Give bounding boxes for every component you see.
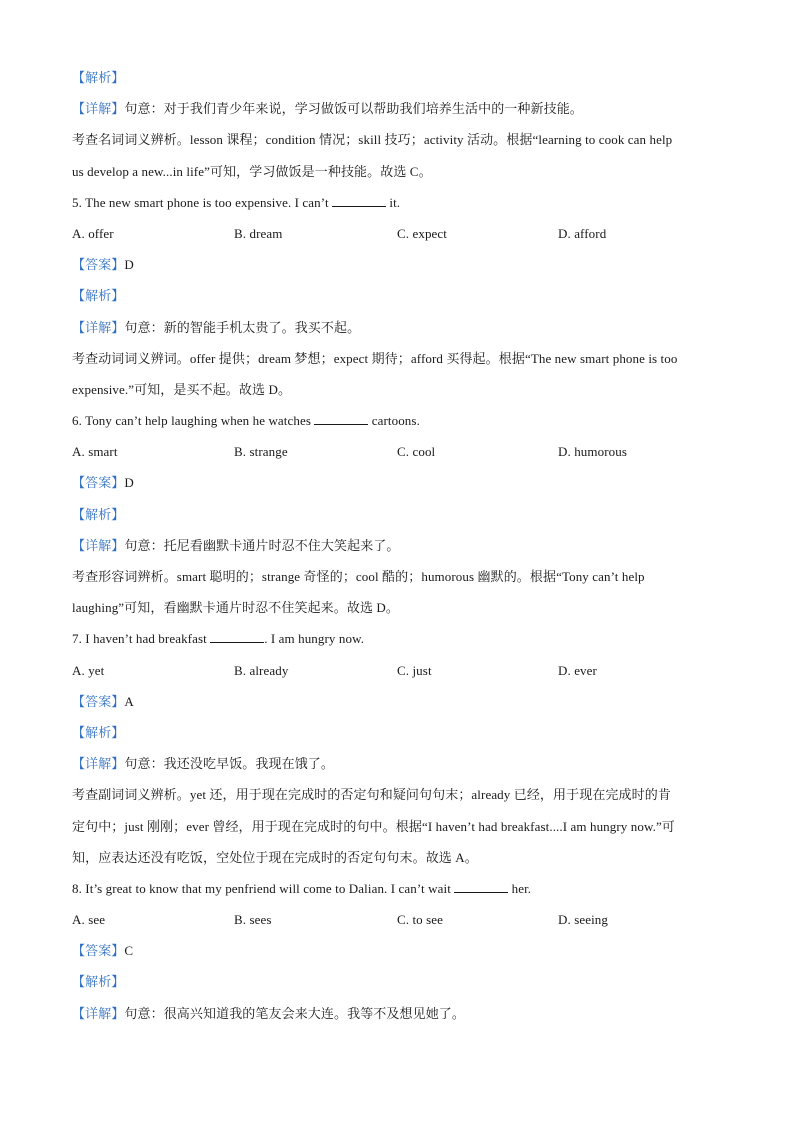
analysis-heading: 【解析】 — [72, 289, 125, 305]
answer-blank — [332, 195, 386, 207]
detail-line — [72, 748, 722, 779]
option-d: D. afford — [558, 225, 607, 241]
option-d: D. ever — [558, 662, 597, 678]
explanation-line: expensive.”可知，是买不起。故选 D。 — [72, 381, 292, 397]
answer-label: 【答案】 — [72, 694, 125, 710]
detail-line — [72, 93, 722, 124]
option-c: C. to see — [397, 912, 444, 928]
question-stem: 5. The new smart phone is too expensive. I can’t it. — [72, 194, 401, 210]
analysis-heading: 【解析】 — [72, 975, 125, 991]
options-row — [72, 218, 722, 249]
explanation-line: laughing”可知，看幽默卡通片时忍不住笑起来。故选 D。 — [72, 600, 400, 616]
option-d: D. humorous — [558, 444, 627, 460]
analysis-heading: 【解析】 — [72, 507, 125, 523]
answer-value: D — [124, 257, 134, 273]
answer-label: 【答案】 — [72, 258, 125, 274]
answer-line — [72, 686, 722, 717]
options-row — [72, 655, 722, 686]
explanation-line: us develop a new...in life”可知，学习做饭是一种技能。故选 C。 — [72, 163, 432, 179]
option-a: A. see — [72, 912, 106, 928]
answer-blank — [314, 413, 368, 425]
option-c: C. just — [397, 662, 432, 678]
answer-value: D — [124, 475, 134, 491]
analysis-heading: 【解析】 — [72, 725, 125, 741]
option-b: B. strange — [234, 444, 288, 460]
analysis-heading: 【解析】 — [72, 71, 125, 86]
answer-line — [72, 249, 722, 280]
answer-label: 【答案】 — [72, 944, 125, 960]
detail-label: 【详解】 — [72, 1006, 125, 1022]
detail-text: 句意：很高兴知道我的笔友会来大连。我等不及想见她了。 — [124, 1005, 466, 1021]
detail-label: 【详解】 — [72, 757, 125, 773]
document-page — [72, 62, 722, 1029]
option-b: B. dream — [234, 225, 283, 241]
detail-line — [72, 530, 722, 561]
option-a: A. yet — [72, 662, 105, 678]
question-stem: 6. Tony can’t help laughing when he watches cartoons. — [72, 413, 420, 429]
answer-value: A — [124, 693, 134, 709]
detail-line — [72, 998, 722, 1029]
option-d: D. seeing — [558, 912, 608, 928]
detail-label: 【详解】 — [72, 320, 125, 336]
explanation-line: 考查形容词辨析。smart 聪明的；strange 奇怪的；cool 酷的；humorous 幽默的。根据“Tony can’t help — [72, 569, 645, 584]
question-stem: 8. It’s great to know that my penfriend will come to Dalian. I can’t wait her. — [72, 880, 532, 896]
detail-text: 句意：新的智能手机太贵了。我买不起。 — [124, 319, 361, 335]
detail-text: 句意：托尼看幽默卡通片时忍不住大笑起来了。 — [124, 537, 400, 553]
option-a: A. offer — [72, 225, 114, 241]
answer-label: 【答案】 — [72, 476, 125, 492]
answer-blank — [210, 631, 264, 643]
explanation-line: 考查动词词义辨词。offer 提供；dream 梦想；expect 期待；afford 买得起。根据“The new smart phone is too — [72, 350, 678, 366]
explanation-line: 考查副词词义辨析。yet 还，用于现在完成时的否定句和疑问句句末；already 已经，用于现在完成时的肯 — [72, 787, 671, 803]
option-b: B. already — [234, 662, 289, 678]
detail-text: 句意：我还没吃早饭。我现在饿了。 — [124, 756, 335, 772]
options-row — [72, 904, 722, 935]
option-c: C. expect — [397, 225, 447, 241]
answer-line — [72, 467, 722, 498]
explanation-line: 知，应表达还没有吃饭，空处位于现在完成时的否定句句末。故选 A。 — [72, 849, 478, 865]
detail-line — [72, 312, 722, 343]
option-b: B. sees — [234, 912, 272, 928]
answer-value: C — [124, 943, 134, 959]
explanation-line: 考查名词词义辨析。lesson 课程；condition 情况；skill 技巧；activity 活动。根据“learning to cook can help — [72, 132, 673, 148]
detail-label: 【详解】 — [72, 102, 125, 118]
detail-text: 句意：对于我们青少年来说，学习做饭可以帮助我们培养生活中的一种新技能。 — [124, 101, 583, 117]
option-a: A. smart — [72, 444, 118, 460]
detail-label: 【详解】 — [72, 538, 125, 554]
explanation-line: 定句中；just 刚刚；ever 曾经，用于现在完成时的句中。根据“I haven’t had breakfast....I am hungry now.”可 — [72, 818, 675, 834]
answer-blank — [454, 881, 508, 893]
question-stem: 7. I haven’t had breakfast . I am hungry now. — [72, 631, 365, 647]
options-row — [72, 436, 722, 467]
answer-line — [72, 935, 722, 966]
option-c: C. cool — [397, 444, 436, 460]
